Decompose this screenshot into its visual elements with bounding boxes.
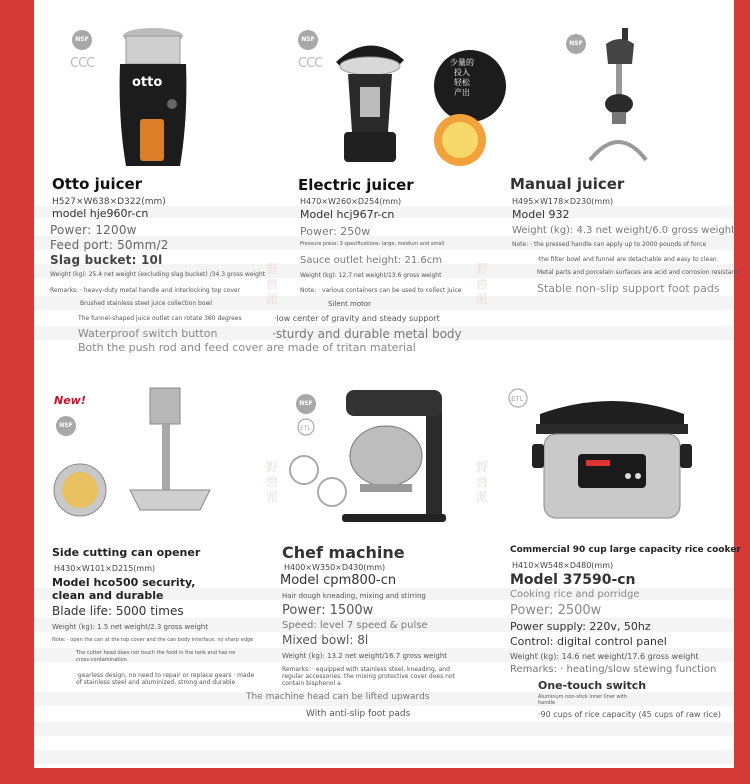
feature-line: ·low center of gravity and steady support	[274, 314, 440, 323]
feature-line: Silent motor	[328, 300, 372, 308]
product-model: Model hco500 security, clean and durable	[52, 576, 196, 602]
watermark: 野 兽 派	[265, 460, 278, 504]
feature-line: ·sturdy and durable metal body	[272, 327, 462, 341]
ccc-mark: CCC	[298, 56, 323, 71]
sticker-line: 轻松	[454, 78, 470, 87]
band	[34, 722, 734, 736]
feature-line: With anti-slip foot pads	[306, 709, 411, 719]
sticker-text	[442, 58, 482, 98]
spec-line: Blade life: 5000 times	[52, 604, 184, 618]
spec-small: The cutter head does not touch the food in the tank and has no cross-contamination	[76, 650, 236, 663]
product-title: Chef machine	[282, 543, 405, 562]
spec-small: Hair dough kneading, mixing and stirring	[282, 592, 426, 600]
feature-line: ·90 cups of rice capacity (45 cups of raw rice)	[538, 710, 722, 719]
product-dimensions: H400×W350×D430(mm)	[284, 563, 386, 572]
watermark: 野 兽 派	[475, 460, 488, 504]
etl-mark-icon	[508, 388, 528, 408]
spec-small: Note: · the pressed handle can apply up to 2000 pounds of force	[512, 241, 707, 248]
spec-small: Pressure press: 3 specifications: large, medium and small	[300, 241, 445, 247]
sticker-line: 少量的	[450, 58, 474, 67]
red-frame-right	[734, 0, 750, 784]
spec-line: Speed: level 7 speed & pulse	[282, 620, 428, 631]
product-title: Otto juicer	[52, 175, 143, 193]
product-dimensions: H470×W260×D254(mm)	[300, 197, 402, 206]
svg-text:ETL: ETL	[300, 425, 311, 432]
spec-small: Weight (kg): 12.7 net weight/13.6 gross weight	[300, 272, 442, 279]
spec-line: Mixed bowl: 8l	[282, 633, 369, 647]
spec-small: ·gearless design, no need to repair or replace gears · made of stainless steel and aluminized, strong and durable	[76, 672, 255, 686]
nsf-badge: NSF	[296, 394, 316, 414]
watermark: 野 兽 派	[265, 262, 278, 306]
feature-line: One-touch switch	[538, 679, 647, 692]
feature-line: Both the push rod and feed cover are made of tritan material	[78, 341, 416, 354]
manual-juicer-image	[576, 24, 652, 174]
spec-line: Feed port: 50mm/2	[50, 238, 169, 252]
spec-small: Brushed stainless steel juice collection bowl	[80, 300, 213, 307]
rice-cooker-image	[532, 394, 692, 526]
spec-line: Power: 250w	[300, 225, 371, 238]
spec-small: Weight (kg): 1.5 net weight/2.3 gross weight	[52, 623, 209, 631]
spec-small: Note: · open the can at the top cover and the can body interface, no sharp edge	[52, 637, 254, 643]
spec-line: Cooking rice and porridge	[510, 589, 640, 600]
new-badge: New!	[54, 394, 86, 407]
nsf-badge: NSF	[298, 30, 318, 50]
spec-line: Remarks: · heating/slow stewing function	[510, 664, 717, 675]
product-dimensions: H527×W638×D322(mm)	[52, 197, 166, 207]
feature-line: The machine head can be lifted upwards	[246, 692, 430, 702]
nsf-badge: NSF	[72, 30, 92, 50]
watermark: 野 兽 派	[475, 262, 488, 306]
spec-line: Sauce outlet height: 21.6cm	[300, 255, 442, 266]
product-title: Commercial 90 cup large capacity rice cooker	[510, 545, 741, 555]
sticker-line: 投入	[454, 68, 470, 77]
ccc-mark: CCC	[70, 56, 95, 71]
sticker-line: 产出	[454, 88, 470, 97]
product-model: model hje960r-cn	[52, 207, 149, 220]
product-model: Model hcj967r-cn	[300, 208, 395, 221]
chef-machine-image	[276, 386, 446, 526]
product-dimensions: H410×W548×D480(mm)	[512, 561, 614, 570]
product-title: Electric juicer	[298, 176, 414, 194]
spec-small: Metal parts and porcelain surfaces are acid and corrosion resistant	[537, 269, 738, 276]
spec-line: Power: 2500w	[510, 603, 602, 618]
spec-small: Note: · various containers can be used to collect juice	[300, 287, 462, 294]
svg-text:otto: otto	[132, 75, 163, 90]
spec-small: Remarks: · heavy-duty metal handle and interlocking top cover	[50, 287, 241, 294]
product-model: Model cpm800-cn	[280, 573, 397, 588]
product-model: Model 932	[512, 208, 570, 221]
spec-line: Control: digital control panel	[510, 635, 667, 648]
otto-juicer-image	[110, 24, 196, 174]
spec-small: The funnel-shaped juice outlet can rotate 360 degrees	[78, 315, 242, 322]
product-title: Manual juicer	[510, 175, 625, 193]
spec-small: Weight (kg): 25.4 net weight (excluding slag bucket) /34.3 gross weight	[50, 271, 266, 278]
spec-small: ·the filter bowl and funnel are detachable and easy to clean	[537, 256, 717, 263]
svg-text:ETL: ETL	[511, 395, 524, 403]
spec-line: Power: 1500w	[282, 603, 374, 618]
feature-line: Waterproof switch button	[78, 327, 218, 340]
nsf-badge: NSF	[56, 416, 76, 436]
spec-small: Aluminum non-stick inner liner with handle	[538, 694, 628, 706]
spec-small: Weight (kg): 13.2 net weight/16.7 gross weight	[282, 652, 448, 660]
product-model: Model 37590-cn	[510, 572, 636, 588]
spec-line: Power: 1200w	[50, 223, 137, 237]
can-opener-image	[50, 380, 220, 530]
feature-line: Stable non-slip support foot pads	[537, 282, 720, 295]
product-dimensions: H495×W178×D230(mm)	[512, 197, 614, 206]
spec-line: Weight (kg): 4.3 net weight/6.0 gross weight	[512, 225, 736, 236]
band	[34, 750, 734, 764]
spec-small: Weight (kg): 14.6 net weight/17.6 gross weight	[510, 652, 699, 661]
spec-small: Remarks: · equipped with stainless steel, kneading, and regular accessories. the mixing protective cover does not contain bisphenol a	[282, 666, 455, 687]
spec-line: Slag bucket: 10l	[50, 253, 163, 267]
nsf-badge: NSF	[566, 34, 586, 54]
product-dimensions: H430×W101×D215(mm)	[54, 564, 156, 573]
spec-line: Power supply: 220v, 50hz	[510, 620, 651, 633]
electric-juicer-image	[330, 32, 410, 172]
red-frame-left	[0, 0, 34, 784]
product-title: Side cutting can opener	[52, 546, 201, 559]
red-frame-bottom	[0, 768, 750, 784]
